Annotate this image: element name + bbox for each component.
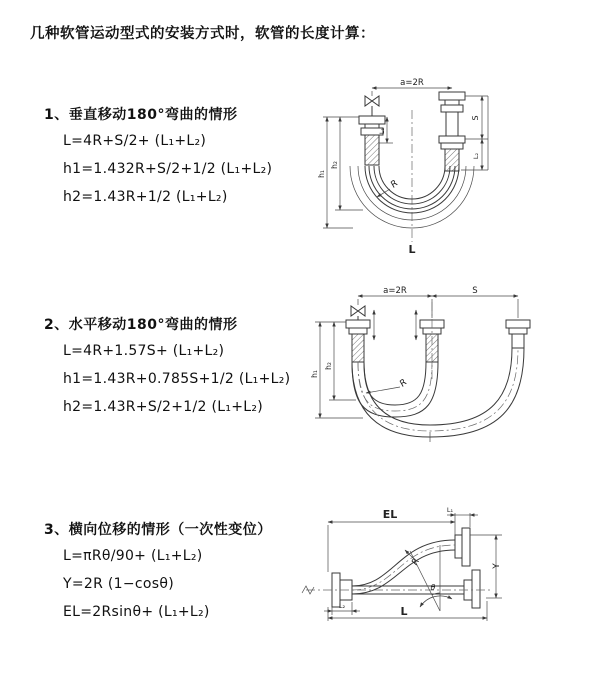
dim-label-s: S — [472, 286, 478, 296]
section1-heading: 1、垂直移动180°弯曲的情形 — [44, 107, 238, 123]
dim-label-r: R — [410, 556, 423, 568]
dim-label-el: EL — [382, 508, 398, 521]
dim-label-s: S — [471, 115, 480, 121]
section3-formula-Y: Y=2R (1−cosθ) — [63, 576, 174, 592]
section2-heading: 2、水平移动180°弯曲的情形 — [44, 317, 238, 333]
dim-label-r: R — [389, 178, 401, 191]
dim-label-a2r: a=2R — [383, 286, 407, 296]
section2-formula-L: L=4R+1.57S+ (L₁+L₂) — [63, 343, 225, 359]
dim-label-h1: h₁ — [317, 170, 326, 178]
dim-label-y: Y — [492, 563, 502, 569]
dim-label-h2: h₂ — [324, 362, 333, 370]
section1-formula-h1: h1=1.432R+S/2+1/2 (L₁+L₂) — [63, 161, 273, 177]
dim-label-r: R — [398, 377, 410, 390]
section2-formula-h2: h2=1.43R+S/2+1/2 (L₁+L₂) — [63, 399, 264, 415]
dim-label-l: L — [400, 605, 408, 618]
section2-formula-h1: h1=1.43R+0.785S+1/2 (L₁+L₂) — [63, 371, 291, 387]
valve-icon — [351, 306, 365, 316]
page-title: 几种软管运动型式的安装方式时，软管的长度计算： — [30, 26, 375, 42]
dim-label-l: L — [408, 243, 416, 256]
dim-label-h2: h₂ — [330, 161, 339, 169]
diagram-horizontal-180-bend — [308, 282, 548, 474]
dim-label-a2r: a=2R — [400, 78, 424, 88]
diagram-lateral-displacement — [298, 503, 598, 653]
section1-formula-L: L=4R+S/2+ (L₁+L₂) — [63, 133, 207, 149]
diagram-vertical-180-bend — [315, 70, 525, 260]
section1-formula-h2: h2=1.43R+1/2 (L₁+L₂) — [63, 189, 228, 205]
dim-label-l1: L₁ — [446, 506, 454, 514]
dim-label-l2: L₂ — [338, 602, 346, 610]
section3-heading: 3、横向位移的情形（一次性变位） — [44, 522, 272, 538]
dim-label-h1: h₁ — [310, 370, 319, 378]
valve-icon — [365, 96, 379, 106]
section3-formula-L: L=πRθ/90+ (L₁+L₂) — [63, 548, 203, 564]
section3-formula-EL: EL=2Rsinθ+ (L₁+L₂) — [63, 604, 210, 620]
dim-label-l1: L₁ — [378, 127, 386, 135]
dim-label-theta: θ — [430, 583, 436, 592]
dim-label-l2: L₂ — [472, 152, 480, 160]
hose-inner-u — [352, 362, 438, 417]
